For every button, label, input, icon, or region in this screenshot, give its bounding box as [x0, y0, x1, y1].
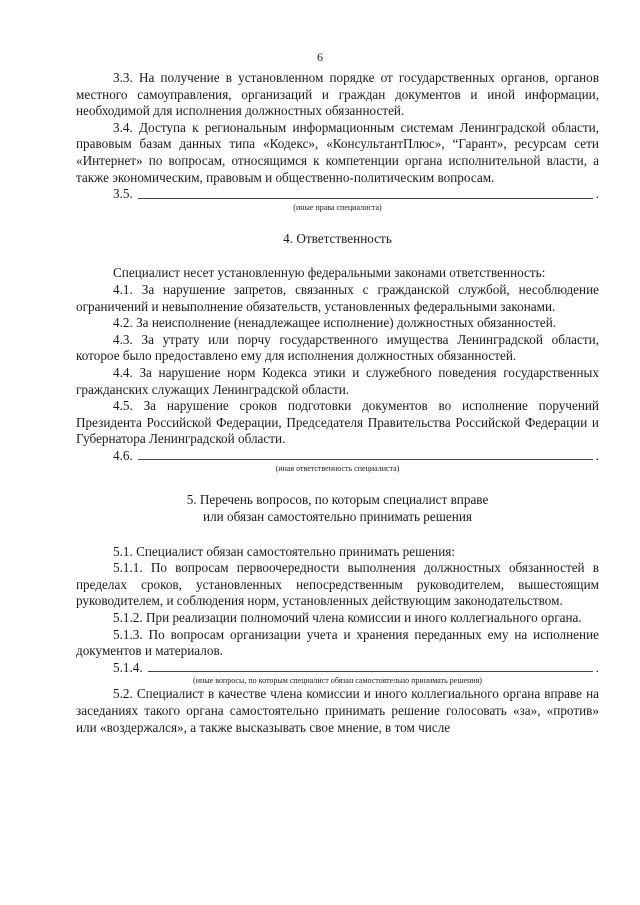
document-body: [76, 70, 599, 736]
paragraph: 4.1. За нарушение запретов, связанных с гражданской службой, несоблюдение ограничений и невыполнение обязательств, установленных федеральными законами.: [76, 281, 599, 314]
line-end-period: .: [595, 186, 599, 202]
underline-blank: [138, 197, 593, 199]
blank-fill-line: [76, 448, 599, 465]
paragraph: 4.2. За неисполнение (ненадлежащее исполнение) должностных обязанностей.: [113, 315, 557, 331]
spacer: [76, 213, 599, 231]
field-caption: (иные вопросы, по которым специалист обязан самостоятельно принимать решения): [193, 676, 482, 686]
paragraph: 3.3. На получение в установленном порядке от государственных органов, органов местного самоуправления, организаций и граждан документов и иной информации, необходимой для исполнения должностных обязанностей.: [76, 70, 599, 119]
section-heading: 5. Перечень вопросов, по которым специалист вправе: [186, 492, 489, 508]
paragraph: Специалист несет установленную федеральными законами ответственность:: [113, 265, 546, 281]
paragraph: 5.2. Специалист в качестве члена комиссии и иного коллегиального органа вправе на заседаниях такого органа самостоятельно принимать решение голосовать «за», «против» или «воздержался», а также высказывать свое мнение, в том числе: [76, 686, 599, 735]
paragraph: 5.1.1. По вопросам первоочередности выполнения должностных обязанностей в пределах сроков, установленных непосредственным руководителем, вышестоящим руководителем, и соблюдения норм, установленных действующим законодательством.: [76, 560, 599, 609]
line-end-period: .: [595, 659, 599, 675]
line-end-period: .: [595, 447, 599, 463]
item-number: 5.1.4.: [113, 659, 143, 675]
paragraph: 4.3. За утрату или порчу государственного имущества Ленинградской области, которое было предоставлено ему для исполнения должностных обязанностей.: [76, 331, 599, 364]
field-caption: (иная ответственность специалиста): [275, 464, 400, 474]
item-number: 3.5.: [113, 186, 133, 202]
item-number: 4.6.: [113, 447, 133, 463]
underline-blank: [138, 458, 593, 460]
paragraph: 4.5. За нарушение сроков подготовки документов во исполнение поручений Президента Российской Федерации, Председателя Правительства Российской Федерации и Губернатора Ленинградской области.: [76, 398, 599, 447]
blank-fill-line: [76, 186, 599, 203]
paragraph: 4.4. За нарушение норм Кодекса этики и служебного поведения государственных гражданских служащих Ленинградской области.: [76, 364, 599, 397]
paragraph: 5.1. Специалист обязан самостоятельно принимать решения:: [113, 543, 455, 559]
paragraph: 3.4. Доступа к региональным информационным системам Ленинградской области, правовым базам данных типа «Кодекс», «КонсультантПлюс», “Гарант», ресурсам сети «Интернет» по вопросам, относящимся к компетенции органа исполнительной власти, а также экономическим, правовым и общественно-политическим вопросам.: [76, 119, 599, 185]
section-heading: или обязан самостоятельно принимать решения: [203, 509, 472, 525]
field-caption: (иные права специалиста): [293, 202, 382, 212]
page-number: 6: [317, 50, 323, 64]
paragraph: 5.1.3. По вопросам организации учета и хранения переданных ему на исполнение документов и материалов.: [76, 626, 599, 659]
paragraph: 5.1.2. При реализации полномочий члена комиссии и иного коллегиального органа.: [113, 610, 582, 626]
blank-fill-line: [76, 660, 599, 677]
spacer: [76, 247, 599, 265]
spacer: [76, 474, 599, 492]
underline-blank: [148, 670, 593, 672]
section-heading: 4. Ответственность: [283, 230, 392, 246]
spacer: [76, 526, 599, 544]
